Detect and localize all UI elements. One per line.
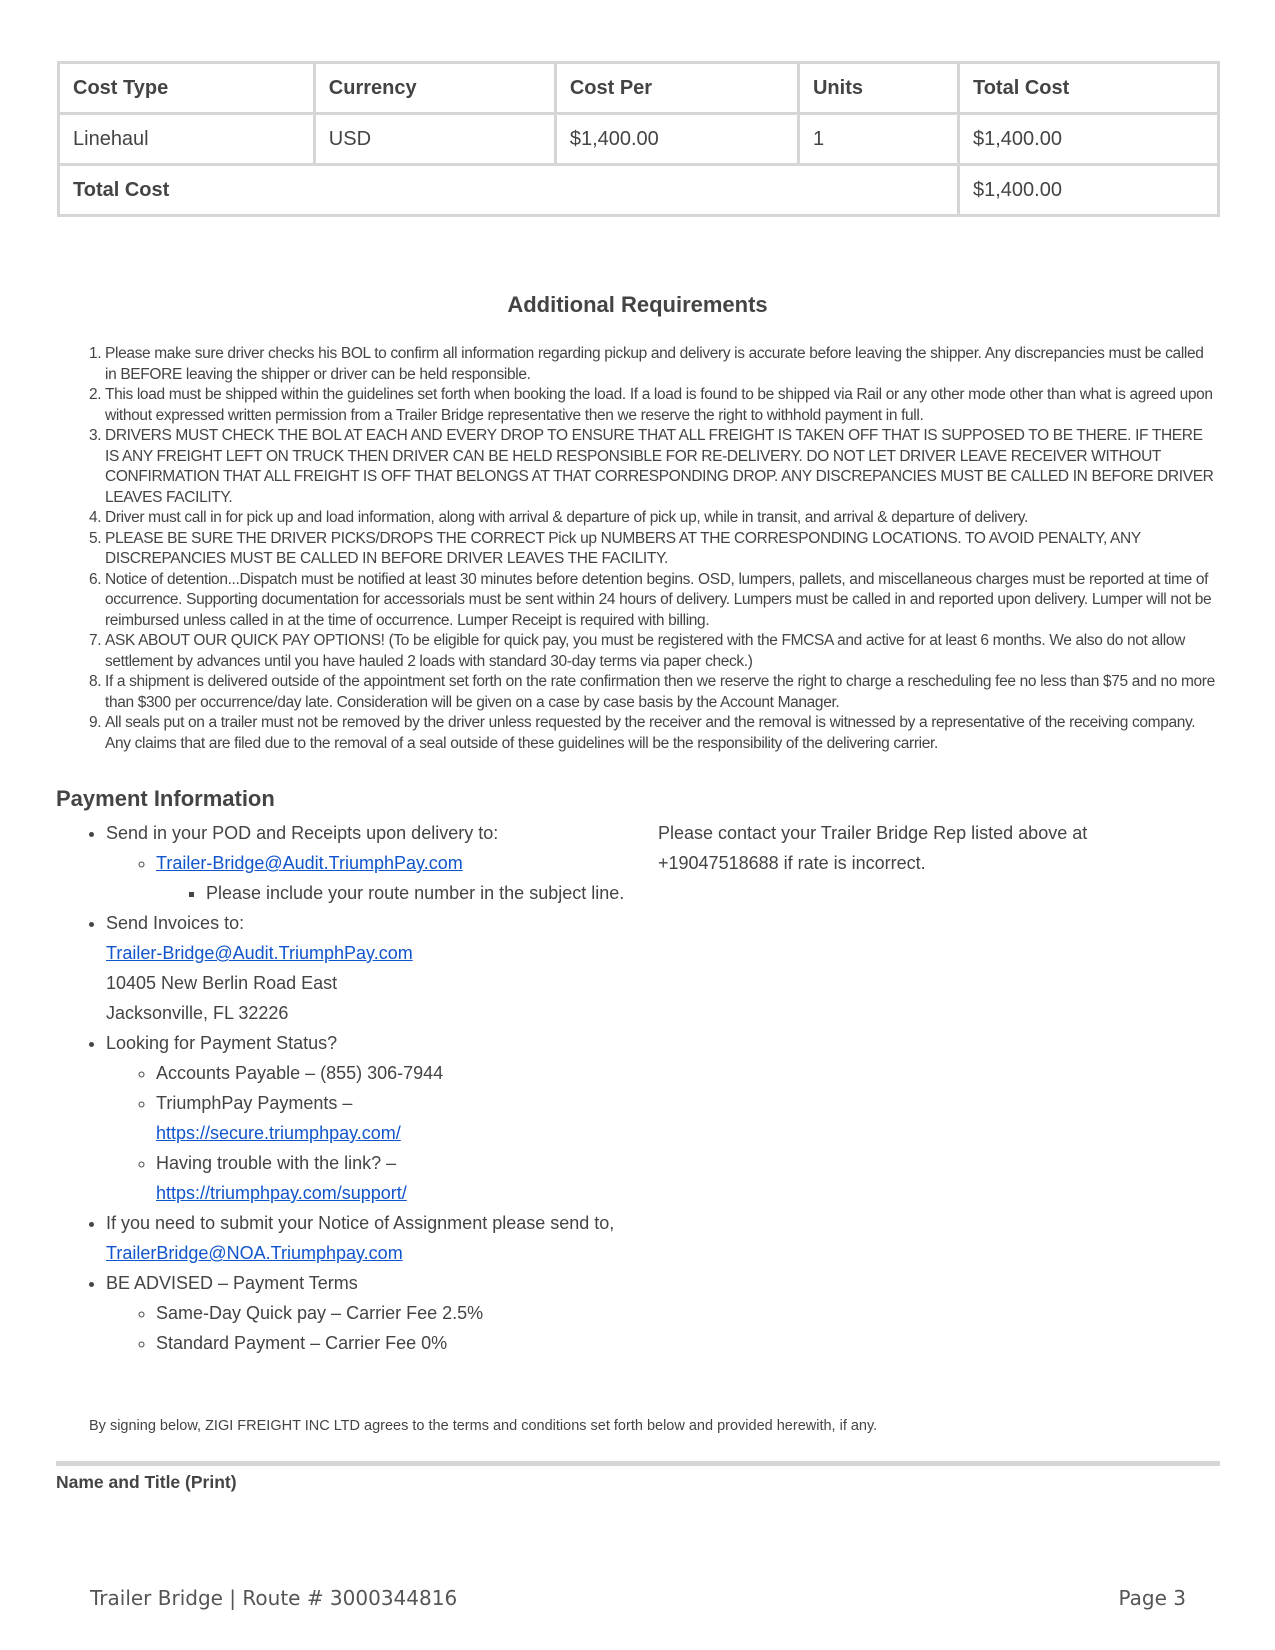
requirement-item: ASK ABOUT OUR QUICK PAY OPTIONS! (To be eligible for quick pay, you must be registered with the FMCSA and active for at least 6 months. We also do not allow settlement by advances until you have hauled 2 loads with standard 30-day terms via paper check.)	[105, 632, 1185, 670]
cell-cost-type: Linehaul	[59, 114, 315, 165]
requirement-item: This load must be shipped within the guidelines set forth when booking the load. If a load is found to be shipped via Rail or any other mode other than what is agreed upon without expressed written permission from a Trailer Bridge representative then we reserve the right to withhold payment in full.	[105, 386, 1213, 424]
requirement-item: Driver must call in for pick up and load information, along with arrival & departure of pick up, while in transit, and arrival & departure of delivery.	[105, 509, 1028, 526]
pod-item	[106, 818, 636, 908]
address-line-1: 10405 New Berlin Road East	[106, 973, 338, 993]
invoices-text: Send Invoices to:	[106, 913, 245, 933]
noa-text: If you need to submit your Notice of Assignment please send to,	[106, 1213, 615, 1233]
rate-contact-note: Please contact your Trailer Bridge Rep listed above at +19047518688 if rate is incorrect.	[658, 823, 1088, 873]
support-link[interactable]: https://triumphpay.com/support/	[156, 1183, 407, 1203]
pod-text: Send in your POD and Receipts upon delivery to:	[106, 823, 499, 843]
cell-currency: USD	[314, 114, 555, 165]
triumphpay-link[interactable]: https://secure.triumphpay.com/	[156, 1123, 401, 1143]
triumphpay-payments-item	[156, 1088, 636, 1148]
pod-email-link[interactable]: Trailer-Bridge@Audit.TriumphPay.com	[156, 853, 463, 873]
cost-table	[57, 61, 1220, 217]
payment-instructions	[56, 818, 636, 1358]
additional-requirements-heading: Additional Requirements	[507, 292, 768, 317]
table-row	[59, 114, 1219, 165]
requirement-item: DRIVERS MUST CHECK THE BOL AT EACH AND EVERY DROP TO ENSURE THAT ALL FREIGHT IS TAKEN OFF THAT IS SUPPOSED TO BE THERE. IF THERE IS ANY FREIGHT LEFT ON TRUCK THEN DRIVER CAN BE HELD RESPONSIBLE FOR RE-DELIVERY. DO NOT LET DRIVER LEAVE RECEIVER WITHOUT CONFIRMATION THAT ALL FREIGHT IS OFF THAT BELONGS AT THAT CORRESPONDING DROP. ANY DISCREPANCIES MUST BE CALLED IN BEFORE DRIVER LEAVES FACILITY.	[105, 427, 1214, 506]
header-currency: Currency	[314, 63, 555, 114]
header-units: Units	[798, 63, 958, 114]
requirements-list	[105, 344, 1215, 754]
cell-cost-per: $1,400.00	[555, 114, 798, 165]
requirement-item: All seals put on a trailer must not be removed by the driver unless requested by the receiver and the removal is witnessed by a representative of the receiving company. Any claims that are filed due to the removal of a seal outside of these guidelines will be the responsibility of the delivering carrier.	[105, 714, 1196, 752]
header-cost-per: Cost Per	[555, 63, 798, 114]
triumphpay-payments-text: TriumphPay Payments –	[156, 1093, 353, 1113]
page-number: Page 3	[1118, 1586, 1186, 1610]
header-total-cost: Total Cost	[958, 63, 1218, 114]
trouble-text: Having trouble with the link? –	[156, 1153, 397, 1173]
signing-agreement: By signing below, ZIGI FREIGHT INC LTD agrees to the terms and conditions set forth below and provided herewith, if any.	[89, 1418, 878, 1434]
cost-table-header-row	[59, 63, 1219, 114]
pod-email-item	[156, 848, 636, 908]
requirement-item: Please make sure driver checks his BOL to confirm all information regarding pickup and delivery is accurate before leaving the shipper. Any discrepancies must be called in BEFORE leaving the shipper or driver can be held responsible.	[105, 345, 1204, 383]
cell-units: 1	[798, 114, 958, 165]
payment-terms-item	[106, 1268, 636, 1358]
trouble-link-item	[156, 1148, 636, 1208]
header-cost-type: Cost Type	[59, 63, 315, 114]
invoices-item	[106, 908, 636, 1028]
signature-divider	[56, 1461, 1220, 1466]
total-row	[59, 165, 1219, 216]
requirement-item: Notice of detention...Dispatch must be notified at least 30 minutes before detention begins. OSD, lumpers, pallets, and miscellaneous charges must be reported at time of occurrence. Supporting documentation for accessorials must be sent within 24 hours of delivery. Lumpers must be called in and reported upon delivery. Lumper will not be reimbursed unless called in at the time of occurrence. Lumper Receipt is required with billing.	[105, 570, 1212, 629]
noa-item	[106, 1208, 636, 1268]
name-title-label: Name and Title (Print)	[56, 1472, 237, 1492]
payment-information-heading: Payment Information	[56, 786, 275, 811]
standard-payment-item: ◦ Standard Payment – Carrier Fee 0%	[156, 1328, 636, 1358]
quick-pay-item: ◦ Same-Day Quick pay – Carrier Fee 2.5%	[156, 1298, 636, 1328]
cell-total-cost: $1,400.00	[958, 114, 1218, 165]
requirement-item: PLEASE BE SURE THE DRIVER PICKS/DROPS THE CORRECT Pick up NUMBERS AT THE CORRESPONDING LOCATIONS. TO AVOID PENALTY, ANY DISCREPANCIES MUST BE CALLED IN BEFORE DRIVER LEAVES THE FACILITY.	[105, 529, 1141, 567]
requirement-item: If a shipment is delivered outside of the appointment set forth on the rate confirmation then we reserve the right to charge a rescheduling fee no less than $75 and no more than $300 per occurrence/day late. Consideration will be given on a case by case basis by the Account Manager.	[105, 673, 1215, 711]
total-cost-value: $1,400.00	[958, 165, 1218, 216]
total-cost-label: Total Cost	[59, 165, 959, 216]
invoices-email-link[interactable]: Trailer-Bridge@Audit.TriumphPay.com	[106, 943, 413, 963]
payment-status-text: Looking for Payment Status?	[106, 1033, 338, 1053]
payment-terms-text: BE ADVISED – Payment Terms	[106, 1273, 358, 1293]
noa-email-link[interactable]: TrailerBridge@NOA.Triumphpay.com	[106, 1243, 403, 1263]
pod-note: ▪ Please include your route number in the subject line.	[206, 878, 636, 908]
address-line-2: Jacksonville, FL 32226	[106, 1003, 289, 1023]
payment-status-item	[106, 1028, 636, 1208]
accounts-payable-item: ◦ Accounts Payable – (855) 306-7944	[156, 1058, 636, 1088]
footer-route: Trailer Bridge | Route # 3000344816	[90, 1586, 458, 1610]
